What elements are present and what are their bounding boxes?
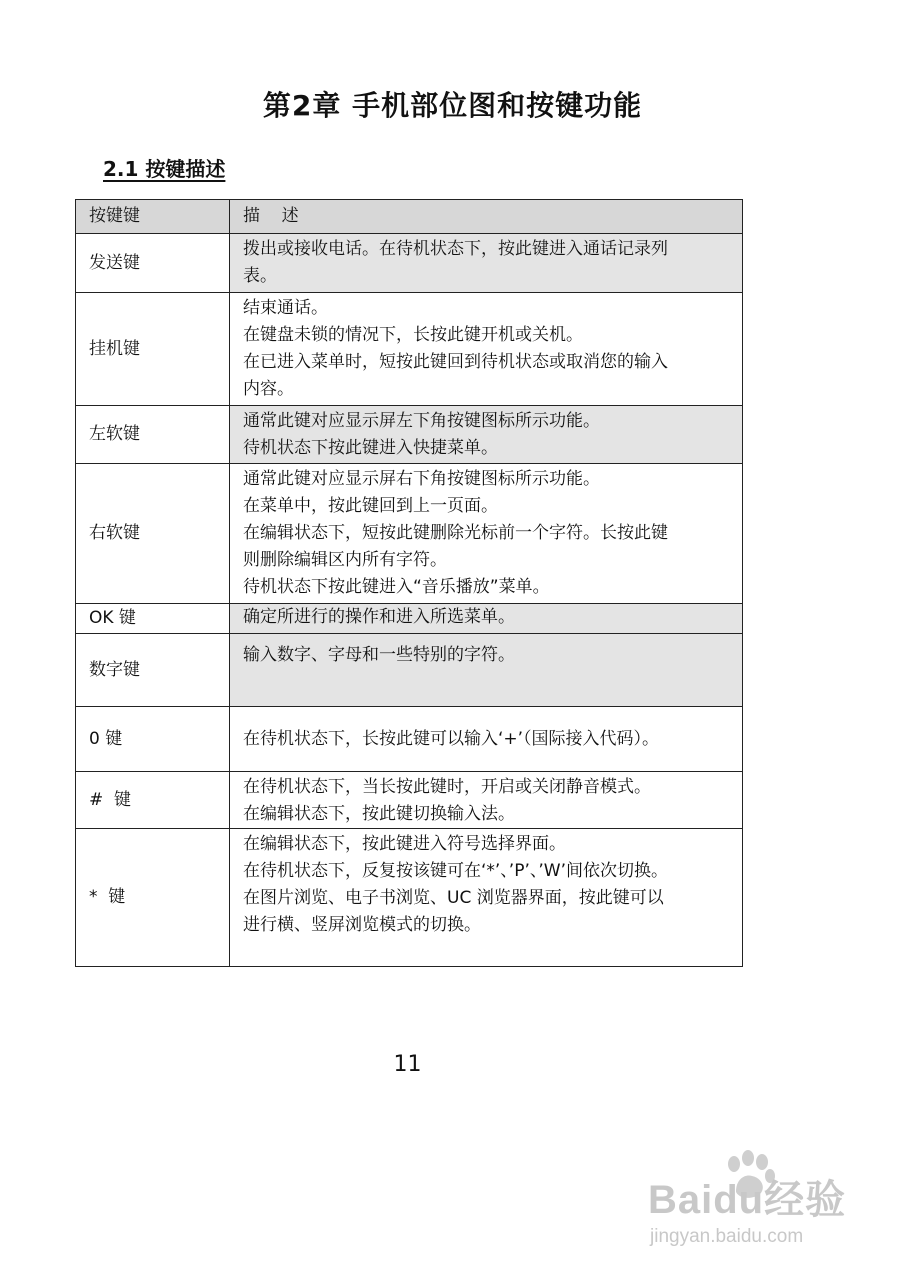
table-row [76, 604, 743, 634]
table-row [76, 634, 743, 707]
description-line: 在已进入菜单时，短按此键回到待机状态或取消您的输入 [243, 352, 668, 372]
description-line: 待机状态下按此键进入快捷菜单。 [243, 438, 498, 458]
description-cell [230, 406, 743, 464]
description-line: 通常此键对应显示屏左下角按键图标所示功能。 [243, 411, 600, 431]
description-cell [230, 634, 743, 707]
chapter-title: 第2章 手机部位图和按键功能 [262, 89, 643, 122]
description-line: 在编辑状态下，短按此键删除光标前一个字符。长按此键 [243, 523, 668, 543]
key-cell: # 键 [76, 772, 230, 829]
description-line: 内容。 [243, 379, 294, 399]
baidu-jingyan-watermark [648, 1150, 848, 1260]
description-line: 在待机状态下，反复按该键可在‘*’、’P’、’W’间依次切换。 [243, 861, 668, 881]
description-line: 在编辑状态下，按此键进入符号选择界面。 [243, 834, 566, 854]
description-line: 拨出或接收电话。在待机状态下，按此键进入通话记录列 [243, 239, 668, 259]
watermark-url: jingyan.baidu.com [650, 1226, 804, 1247]
description-cell [230, 604, 743, 634]
table-row [76, 293, 743, 406]
key-cell: 挂机键 [76, 293, 230, 406]
description-line: 进行横、竖屏浏览模式的切换。 [243, 915, 481, 935]
key-cell: 发送键 [76, 234, 230, 293]
table-row [76, 707, 743, 772]
key-cell: OK 键 [76, 604, 230, 634]
description-line: 在键盘未锁的情况下，长按此键开机或关机。 [243, 325, 583, 345]
description-line: 确定所进行的操作和进入所选菜单。 [243, 607, 515, 627]
description-cell [230, 829, 743, 967]
description-line: 在待机状态下，当长按此键时，开启或关闭静音模式。 [243, 777, 651, 797]
description-line: 在图片浏览、电子书浏览、UC 浏览器界面，按此键可以 [243, 888, 664, 908]
key-cell: 右软键 [76, 464, 230, 604]
description-line: 结束通话。 [243, 298, 328, 318]
description-line: 通常此键对应显示屏右下角按键图标所示功能。 [243, 469, 600, 489]
description-cell [230, 772, 743, 829]
description-line: 输入数字、字母和一些特别的字符。 [243, 645, 515, 665]
table-row [76, 829, 743, 967]
table-row [76, 406, 743, 464]
key-cell: 0 键 [76, 707, 230, 772]
table-row [76, 772, 743, 829]
table-header-row [76, 200, 743, 234]
header-description-cell: 描 述 [230, 200, 743, 234]
watermark-logo: Baidu经验 [648, 1178, 847, 1222]
header-key-cell: 按键键 [76, 200, 230, 234]
description-line: 在待机状态下，长按此键可以输入‘+’（国际接入代码）。 [243, 728, 660, 749]
description-cell [230, 293, 743, 406]
table-row [76, 234, 743, 293]
description-cell [230, 707, 743, 772]
description-line: 在编辑状态下，按此键切换输入法。 [243, 804, 515, 824]
description-line: 待机状态下按此键进入“音乐播放”菜单。 [243, 577, 550, 597]
description-cell [230, 464, 743, 604]
description-line: 表。 [243, 266, 277, 286]
section-title: 2.1 按键描述 [103, 157, 226, 181]
key-description-table [75, 199, 743, 967]
key-cell: 左软键 [76, 406, 230, 464]
page-number: 11 [393, 1052, 422, 1077]
description-line: 在菜单中，按此键回到上一页面。 [243, 496, 498, 516]
description-cell [230, 234, 743, 293]
table-row [76, 464, 743, 604]
key-cell: 数字键 [76, 634, 230, 707]
description-line: 则删除编辑区内所有字符。 [243, 550, 447, 570]
key-cell: * 键 [76, 829, 230, 967]
